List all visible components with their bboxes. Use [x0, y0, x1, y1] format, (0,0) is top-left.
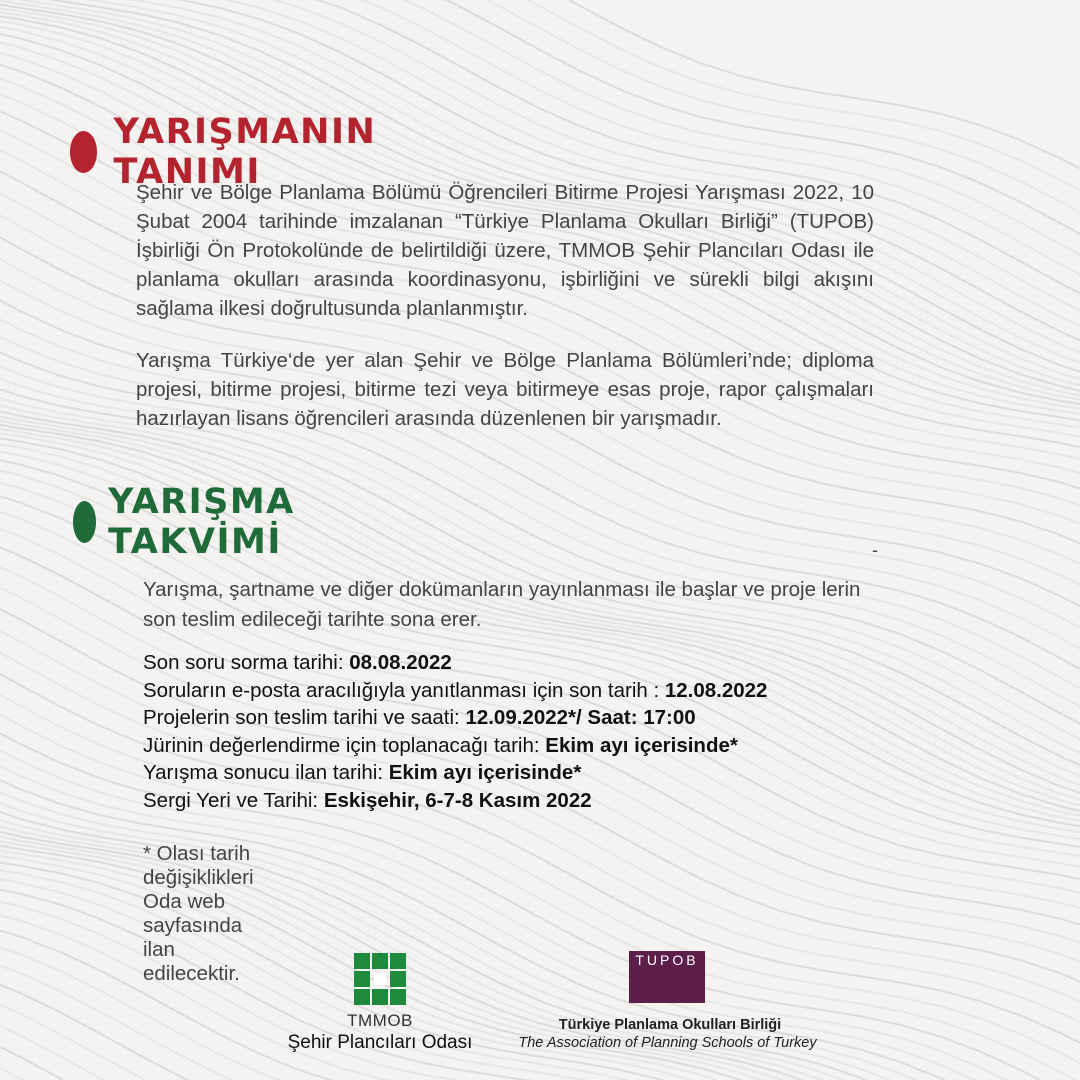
schedule-row: Sergi Yeri ve Tarihi: Eskişehir, 6-7-8 Kasım 2022: [143, 788, 592, 812]
schedule-row: Jürinin değerlendirme için toplanacağı tarih: Ekim ayı içerisinde*: [143, 733, 738, 757]
tmmob-name: TMMOB: [347, 1011, 413, 1030]
tupob-logo-text: TUPOB: [635, 952, 699, 968]
section-title: YARIŞMANIN TANIMI: [113, 112, 377, 192]
tupob-name-turkish: Türkiye Planlama Okulları Birliği: [558, 1017, 782, 1033]
tmmob-subtitle: Şehir Plancıları Odası: [287, 1032, 473, 1053]
schedule-list: [143, 649, 903, 814]
tupob-name-english: The Association of Planning Schools of Turkey: [518, 1035, 817, 1051]
definition-paragraph-1: Şehir ve Bölge Planlama Bölümü Öğrencileri Bitirme Projesi Yarışması 2022, 10 Şubat 2004 tarihinde imzalanan “Türkiye Planlama Okulları Birliği” (TUPOB) İşbirliği Ön Protokolünde de belirtildiği üzere, TMMOB Şehir Plancıları Odası ile planlama okulları arasında koordinasyonu, işbirliğini ve sürekli bilgi akışını sağlama ilkesi doğrultusunda planlanmıştır.: [136, 181, 874, 320]
red-bullet-icon: [70, 131, 97, 173]
schedule-row: Soruların e-posta aracılığıyla yanıtlanması için son tarih : 12.08.2022: [143, 678, 768, 702]
definition-paragraph-2: Yarışma Türkiye‘de yer alan Şehir ve Bölge Planlama Bölümleri’nde; diploma projesi, bitirme projesi, bitirme tezi veya bitirmeye esas proje, rapor çalışmaları hazırlayan lisans öğrencileri arasında düzenlenen bir yarışmadır.: [136, 349, 874, 430]
stray-dash: -: [872, 540, 878, 560]
schedule-row: Yarışma sonucu ilan tarihi: Ekim ayı içerisinde*: [143, 761, 582, 784]
green-bullet-icon: [73, 501, 96, 543]
date-change-note: * Olası tarih değişiklikleri Oda web sayfasında ilan edilecektir.: [143, 842, 254, 985]
section-title: YARIŞMA TAKVİMİ: [108, 482, 295, 562]
schedule-row: Projelerin son teslim tarihi ve saati: 12.09.2022*/ Saat: 17:00: [143, 706, 696, 729]
tmmob-logo-icon: [354, 953, 406, 1005]
calendar-intro: Yarışma, şartname ve diğer dokümanların yayınlanması ile başlar ve proje lerin son teslim edileceği tarihte sona erer.: [143, 578, 861, 631]
section-heading-calendar: [73, 482, 314, 562]
schedule-row: Son soru sorma tarihi: 08.08.2022: [143, 651, 452, 674]
tupob-logo: [629, 951, 705, 1003]
